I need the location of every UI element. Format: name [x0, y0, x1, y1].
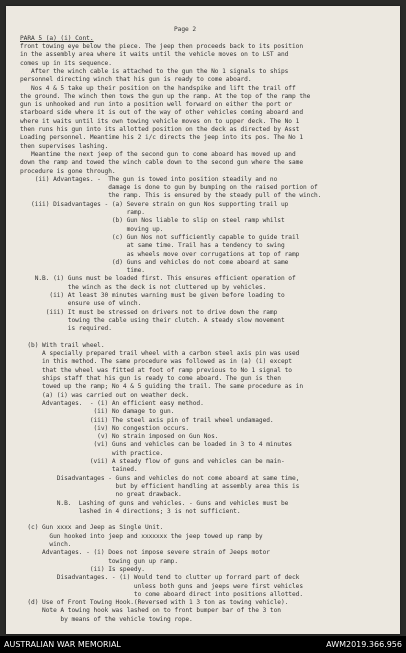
text-line: (b) Gun Nos liable to slip on steel ramp whilst	[20, 217, 285, 225]
text-line: (vi) Guns and vehicles can be loaded in 3 to 4 minutes	[20, 441, 292, 449]
footer-bar	[0, 636, 406, 653]
text-line: the winch as the deck is not cluttered up by vehicles.	[20, 283, 267, 291]
text-line: ships staff that his gun is ready to come aboard. The gun is then	[20, 375, 281, 382]
text-line: After the winch cable is attached to the gun the No 1 signals to ships	[20, 67, 289, 75]
text-line: (d) Guns and vehicles do not come aboard at same	[20, 258, 289, 266]
text-line: lashed in 4 directions; 3 is not sufficient.	[20, 507, 241, 515]
text-line: where it waits until its own towing vehicle moves on to upper deck. The No 1	[20, 117, 300, 125]
text-line: winch.	[20, 541, 72, 548]
text-line: Loading personnel. Meantime his 2 i/c directs the jeep into its pos. The No 1	[20, 134, 303, 142]
text-line: (iii) It must be stressed on drivers not to drive down the ramp	[20, 308, 278, 316]
text-line: time.	[20, 267, 145, 275]
text-line: by means of the vehicle towing rope.	[20, 615, 193, 623]
text-line: towing gun up ramp.	[20, 557, 179, 565]
text-line: tained.	[20, 466, 138, 474]
text-line: Nos 4 & 5 take up their position on the handspike and lift the trail off	[20, 84, 296, 92]
text-line: (v) No strain imposed on Gun Nos.	[20, 433, 219, 441]
text-line: moving up.	[20, 225, 164, 233]
text-line: then supervises lashing.	[20, 142, 109, 150]
text-line: Disadvantages - Guns and vehicles do not come aboard at same time,	[20, 474, 300, 482]
text-line: N.B. Lashing of guns and vehicles. - Guns and vehicles must be	[20, 499, 289, 507]
text-line: is required.	[20, 325, 112, 333]
text-line: in the assembly area where it waits until the vehicle moves on to LST and	[20, 51, 289, 59]
text-line: towed up the ramp; No 4 & 5 guiding the trail. The same procedure as in	[20, 383, 303, 391]
text-line: front towing eye below the piece. The jeep then proceeds back to its position	[20, 43, 303, 50]
text-line: to come aboard direct into positions allotted.	[20, 590, 303, 598]
text-line: no great drawback.	[20, 491, 182, 499]
text-line: that the wheel was fitted at foot of ramp previous to No 1 signal to	[20, 366, 292, 374]
text-line: Advantages. - (i) An efficient easy method.	[20, 399, 204, 407]
text-line: personnel directing winch that his gun is ready to come aboard.	[20, 76, 252, 84]
text-line: at same time. Trail has a tendency to swing	[20, 242, 285, 250]
text-line: Meantime the next jeep of the second gun to come aboard has moved up and	[20, 150, 296, 158]
text-line: gun is unhooked and run into a position well forward on either the port or	[20, 101, 292, 109]
text-line: as wheels move over corrugations at top of ramp	[20, 250, 300, 258]
text-line: (ii) No damage to gun.	[20, 408, 175, 416]
text-line: Disadvantages. - (i) Would tend to clutter up forrard part of deck	[20, 574, 300, 582]
text-line: N.B. (i) Guns must be loaded first. This ensures efficient operation of	[20, 275, 296, 283]
text-line: but by efficient handling at assembly area this is	[20, 482, 300, 490]
text-line: comes up in its sequence.	[20, 59, 112, 67]
text-line: (a) (i) was carried out on weather deck.	[20, 391, 190, 399]
text-line: (ii) Is speedy.	[20, 565, 145, 573]
footer-source: AUSTRALIAN WAR MEMORIAL	[4, 640, 121, 649]
text-line: (vii) A steady flow of guns and vehicles can be main-	[20, 458, 285, 465]
text-line: (ii) Advantages. - The gun is towed into position steadily and no	[20, 175, 278, 183]
text-line: the ramp. This is ensured by the steady pull of the winch.	[20, 192, 322, 200]
text-line: (iii) The steel axis pin of trail wheel undamaged.	[20, 416, 274, 424]
text-line: (iv) No congestion occurs.	[20, 424, 190, 432]
text-line: Advantages. - (i) Does not impose severe strain of Jeeps motor	[20, 549, 270, 557]
text-line: ramp.	[20, 209, 145, 216]
text-line: (d) Use of Front Towing Hook.(Reversed with 1 3 ton as towing vehicle).	[20, 599, 289, 607]
text-line: (b) With trail wheel.	[20, 341, 105, 349]
text-line: (c) Gun Nos not sufficiently capable to guide trail	[20, 233, 300, 241]
text-line: ensure use of winch.	[20, 300, 142, 308]
document-page	[6, 6, 400, 634]
text-line: procedure is gone through.	[20, 167, 116, 175]
text-line: (c) Gun xxxx and Jeep as Single Unit.	[20, 524, 164, 532]
text-line: starboard side where it is out of the way of other vehicles coming aboard and	[20, 109, 303, 117]
text-line: towing the cable using their clutch. A steady slow movement	[20, 316, 285, 324]
text-line: the ground. The winch then tows the gun up the ramp. At the top of the ramp the	[20, 92, 311, 100]
text-line: in this method. The same procedure was followed as in (a) (i) except	[20, 358, 292, 366]
text-line: A specially prepared trail wheel with a carbon steel axis pin was used	[20, 350, 300, 358]
text-line: Note A towing hook was lashed on to front bumper bar of the 3 ton	[20, 607, 281, 615]
text-line: Gun hooked into jeep and xxxxxxx the jeep towed up ramp by	[20, 532, 263, 540]
text-line: with practice.	[20, 449, 164, 457]
text-line: damage is done to gun by bumping on the raised portion of	[20, 184, 318, 192]
para-heading: PARA 5 (a) (i) Cont.	[20, 35, 94, 42]
text-line: down the ramp and towed the winch cable down to the second gun where the same	[20, 159, 303, 167]
text-line: (iii) Disadvantages - (a) Severe strain on gun Nos supporting trail up	[20, 200, 289, 208]
footer-accession: AWM2019.366.956	[326, 640, 402, 649]
text-line: unless both guns and jeeps were first vehicles	[20, 582, 303, 590]
page-number: Page 2	[174, 26, 197, 33]
text-line: (ii) At least 30 minutes warning must be given before loading to	[20, 292, 285, 299]
text-line: then runs his gun into its allotted position on the deck as directed by Asst	[20, 126, 300, 133]
